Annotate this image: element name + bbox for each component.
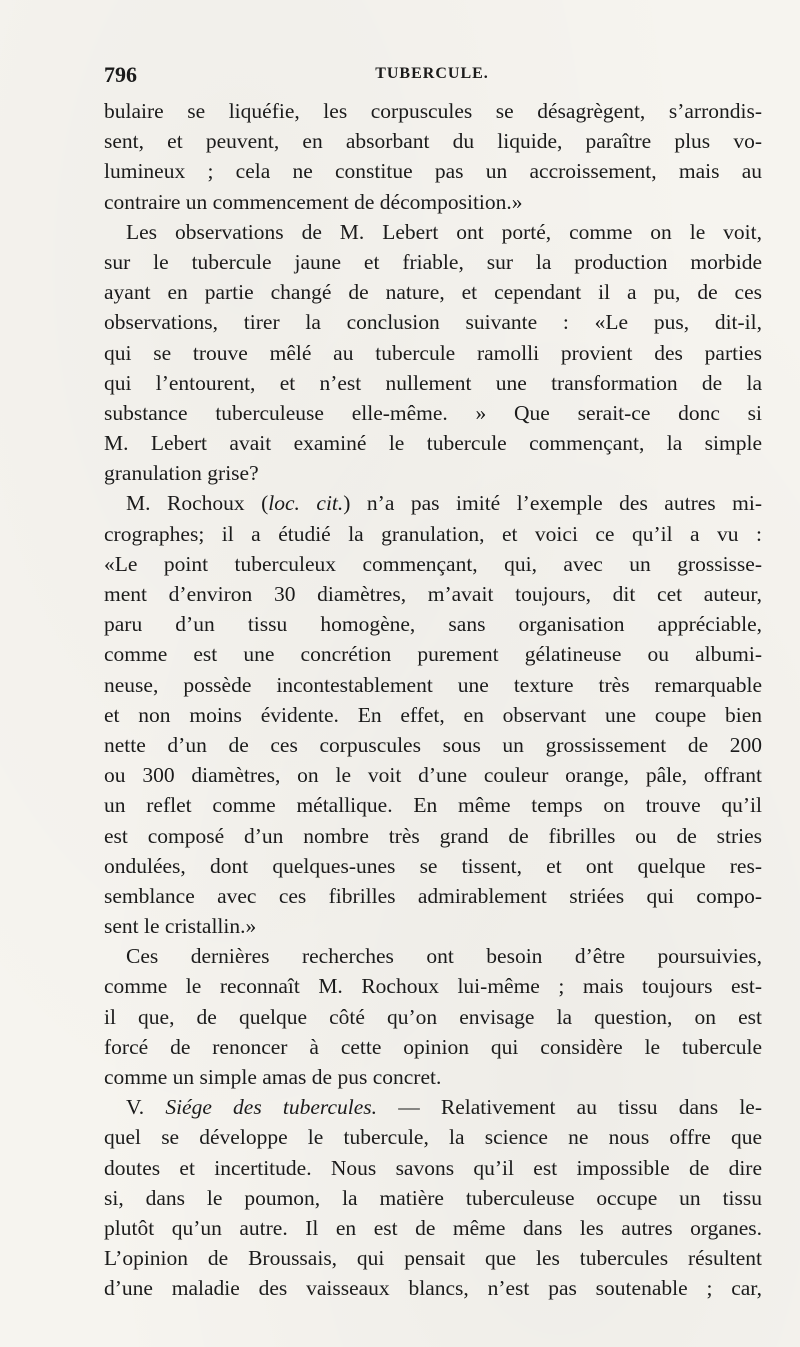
text-line: «Le point tuberculeux commençant, qui, avec un grossisse- — [104, 551, 762, 576]
text-line: ment d’environ 30 diamètres, m’avait toujours, dit cet auteur, — [104, 582, 762, 606]
running-title: TUBERCULE. — [375, 65, 489, 82]
text-line: nette d’un de ces corpuscules sous un grossissement de 200 — [104, 732, 762, 757]
text-line: est composé d’un nombre très grand de fibrilles ou de stries — [104, 823, 762, 848]
text-line: il que, de quelque côté qu’on envisage la question, on est — [104, 1004, 762, 1029]
text-line: comme est une concrétion purement gélatineuse ou albumi- — [104, 642, 762, 667]
text-line: substance tuberculeuse elle-même. » Que serait-ce donc si — [104, 400, 762, 425]
text-line: quel se développe le tubercule, la science ne nous offre que — [104, 1125, 762, 1150]
text-line: granulation grise? — [104, 461, 259, 486]
text-line: comme un simple amas de pus concret. — [104, 1065, 442, 1089]
text-line: plutôt qu’un autre. Il en est de même dans les autres organes. — [104, 1215, 762, 1240]
text-line: ayant en partie changé de nature, et cependant il a pu, de ces — [104, 280, 762, 305]
text-line: crographes; il a étudié la granulation, et voici ce qu’il a vu : — [104, 521, 762, 546]
text-line: si, dans le poumon, la matière tuberculeuse occupe un tissu — [104, 1185, 762, 1210]
text-line: sent le cristallin.» — [104, 914, 257, 939]
italic-phrase: loc. cit. — [268, 491, 344, 516]
text-line: Les observations de M. Lebert ont porté, comme on le voit, — [126, 219, 762, 244]
italic-phrase: Siége des tubercules. — [165, 1095, 378, 1120]
text-line: d’une maladie des vaisseaux blancs, n’est pas soutenable ; car, — [104, 1276, 762, 1301]
text-line: qui se trouve mêlé au tubercule ramolli provient des parties — [104, 340, 762, 365]
text-line: ondulées, dont quelques-unes se tissent, et ont quelque res- — [104, 853, 762, 878]
text-line: Ces dernières recherches ont besoin d’être poursuivies, — [126, 944, 762, 969]
text-line: comme le reconnaît M. Rochoux lui-même ; mais toujours est- — [104, 974, 762, 999]
text-line: L’opinion de Broussais, qui pensait que les tubercules résultent — [104, 1246, 762, 1271]
text-line: M. Lebert avait examiné le tubercule commençant, la simple — [104, 431, 762, 456]
text-line: observations, tirer la conclusion suivante : «Le pus, dit-il, — [104, 310, 762, 335]
text-line: paru d’un tissu homogène, sans organisation appréciable, — [104, 612, 762, 637]
text-line: et non moins évidente. En effet, en observant une coupe bien — [104, 702, 762, 727]
text-line: ou 300 diamètres, on le voit d’une couleur orange, pâle, offrant — [104, 763, 762, 788]
running-head — [104, 62, 760, 94]
text-line: bulaire se liquéfie, les corpuscules se désagrègent, s’arrondis- — [104, 99, 762, 123]
text-line: qui l’entourent, et n’est nullement une transformation de la — [104, 370, 762, 395]
text-line: doutes et incertitude. Nous savons qu’il est impossible de dire — [104, 1155, 762, 1180]
text-line: sent, et peuvent, en absorbant du liquide, paraître plus vo- — [104, 129, 762, 154]
text-line: contraire un commencement de décomposition.» — [104, 189, 523, 214]
text-line: sur le tubercule jaune et friable, sur la production morbide — [104, 249, 762, 274]
text-line: V. Siége des tubercules. — Relativement au tissu dans le- — [126, 1095, 762, 1120]
text-line: semblance avec ces fibrilles admirablement striées qui compo- — [104, 883, 762, 908]
body-text — [104, 96, 762, 1304]
text-line: forcé de renoncer à cette opinion qui considère le tubercule — [104, 1034, 762, 1059]
page-number: 796 — [104, 62, 137, 87]
text-line: lumineux ; cela ne constitue pas un accroissement, mais au — [104, 159, 762, 184]
text-line: M. Rochoux (loc. cit.) n’a pas imité l’exemple des autres mi- — [126, 491, 762, 516]
text-line: neuse, possède incontestablement une texture très remarquable — [104, 672, 762, 697]
text-line: un reflet comme métallique. En même temps on trouve qu’il — [104, 793, 762, 818]
